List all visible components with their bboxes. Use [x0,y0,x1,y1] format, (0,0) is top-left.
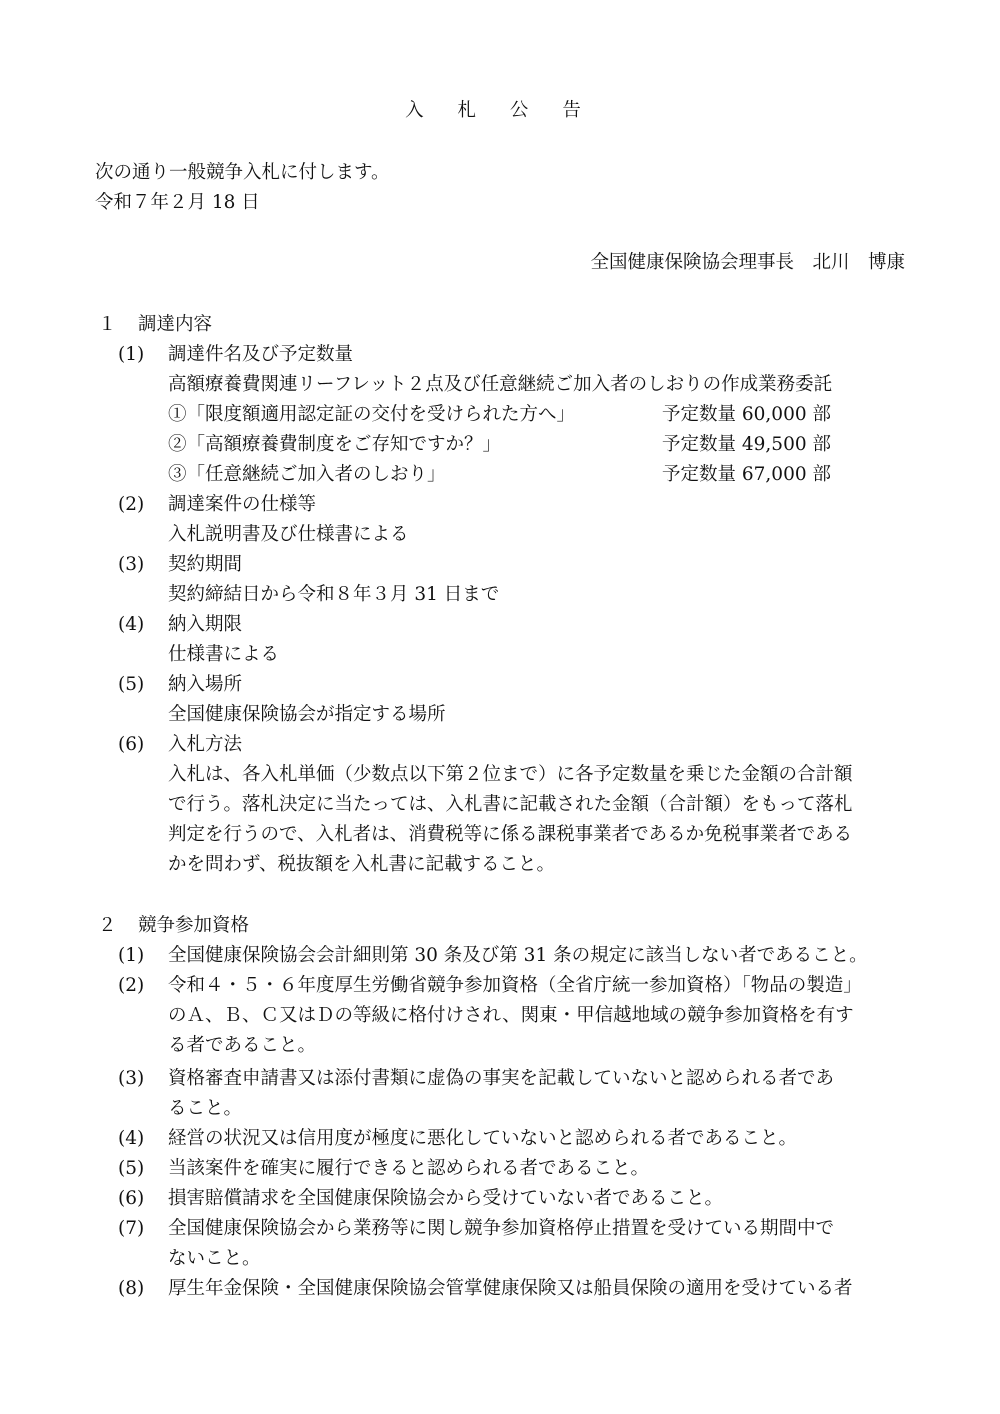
item-body-line: 全国健康保険協会会計細則第 30 条及び第 31 条の規定に該当しない者であること。 [168,945,868,966]
item-body: 全国健康保険協会が指定する場所 [168,704,446,725]
item-body-line: 当該案件を確実に履行できると認められる者であること。 [168,1158,650,1179]
item-number: (5) [118,674,145,695]
item-number: (4) [118,1128,145,1149]
item-body-line: 令和４・５・６年度厚生労働省競争参加資格（全省庁統一参加資格）「物品の製造」 [168,975,862,996]
product-quantity: 予定数量 67,000 部 [662,464,831,485]
item-number: (3) [118,554,145,575]
notice-date: 令和７年２月 18 日 [95,192,260,213]
item-body-line: で行う。落札決定に当たっては、入札書に記載された金額（合計額）をもって落札 [168,794,853,815]
item-number: (3) [118,1068,145,1089]
item-body-line: 資格審査申請書又は添付書類に虚偽の事実を記載していないと認められる者であ [168,1068,835,1089]
item-heading: 納入期限 [168,614,243,635]
item-number: (6) [118,734,145,755]
item-body-line: 経営の状況又は信用度が極度に悪化していないと認められる者であること。 [168,1128,798,1149]
item-body: 仕様書による [168,644,280,665]
item-heading: 調達件名及び予定数量 [168,344,354,365]
product-name: ③「任意継続ご加入者のしおり」 [168,464,446,485]
product-quantity: 予定数量 60,000 部 [662,404,831,425]
item-heading: 入札方法 [168,734,243,755]
item-number: (2) [118,494,145,515]
intro-text: 次の通り一般競争入札に付します。 [95,162,390,183]
item-body-line: 判定を行うので、入札者は、消費税等に係る課税事業者であるか免税事業者である [168,824,853,845]
section-number: １ [98,314,117,335]
section-number: ２ [98,915,117,936]
item-body-line: ること。 [168,1098,243,1119]
document-title: 入 札 公 告 [405,100,595,121]
item-body: 入札説明書及び仕様書による [168,524,409,545]
item-number: (2) [118,975,145,996]
section-heading: 競争参加資格 [138,915,250,936]
item-body-line: のＡ、Ｂ、Ｃ又はＤの等級に格付けされ、関東・甲信越地域の競争参加資格を有す [168,1005,854,1026]
item-heading: 調達案件の仕様等 [168,494,317,515]
item-number: (5) [118,1158,145,1179]
item-body-line: 入札は、各入札単価（少数点以下第２位まで）に各予定数量を乗じた金額の合計額 [168,764,853,785]
item-body-line: る者であること。 [168,1035,317,1056]
item-number: (8) [118,1278,145,1299]
item-body-line: 全国健康保険協会から業務等に関し競争参加資格停止措置を受けている期間中で [168,1218,835,1239]
item-body-line: 厚生年金保険・全国健康保険協会管掌健康保険又は船員保険の適用を受けている者 [168,1278,853,1299]
item-number: (1) [118,945,145,966]
item-number: (6) [118,1188,145,1209]
item-body: 契約締結日から令和８年３月 31 日まで [168,584,500,605]
product-quantity: 予定数量 49,500 部 [662,434,831,455]
item-heading: 契約期間 [168,554,243,575]
product-name: ②「高額療養費制度をご存知ですか？」 [168,434,502,455]
item-number: (4) [118,614,145,635]
issuer-name: 全国健康保険協会理事長 北川 博康 [590,252,905,273]
section-heading: 調達内容 [138,314,213,335]
item-number: (1) [118,344,145,365]
item-body-line: 損害賠償請求を全国健康保険協会から受けていない者であること。 [168,1188,724,1209]
item-heading: 納入場所 [168,674,243,695]
item-body-line: ないこと。 [168,1248,261,1269]
item-body-line: かを問わず、税抜額を入札書に記載すること。 [168,854,556,875]
item-number: (7) [118,1218,145,1239]
item-body: 高額療養費関連リーフレット２点及び任意継続ご加入者のしおりの作成業務委託 [168,374,833,395]
product-name: ①「限度額適用認定証の交付を受けられた方へ」 [168,404,576,425]
